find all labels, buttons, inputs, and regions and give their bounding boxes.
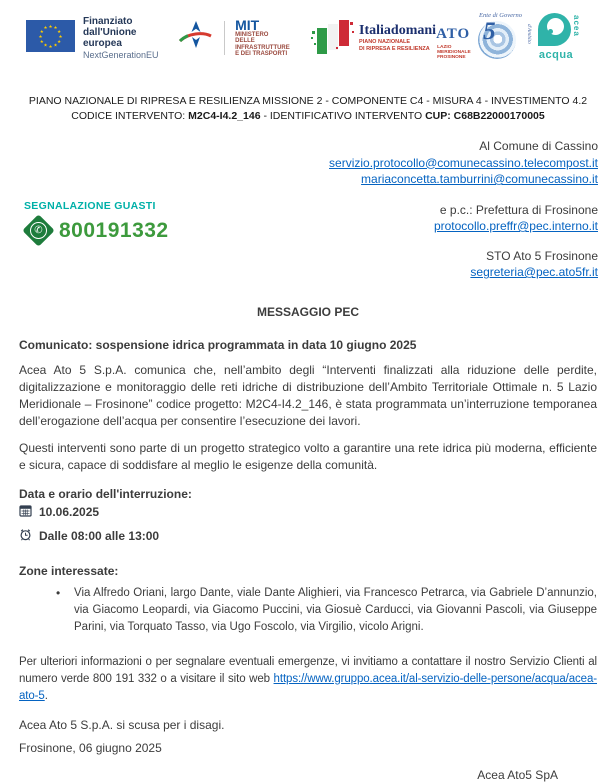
eu-logo-line1: Finanziato xyxy=(83,15,133,27)
svg-text:★: ★ xyxy=(57,38,62,44)
ato5-logo-sub3: FROSINONE xyxy=(437,55,466,61)
cc-sto: STO Ato 5 Frosinone xyxy=(486,248,598,263)
svg-text:★: ★ xyxy=(53,24,58,30)
svg-text:★: ★ xyxy=(58,33,63,39)
recipient-email-link-1[interactable]: servizio.protocollo@comunecassino.telecompost.it xyxy=(329,155,598,170)
title-line1: PIANO NAZIONALE DI RIPRESA E RESILIENZA MISSIONE 2 - COMPONENTE C4 - MISURA 4 - INVESTIMENTO 4.2 xyxy=(28,95,588,107)
phone-icon xyxy=(22,214,55,247)
italiadomani-logo xyxy=(311,19,436,57)
italiadomani-logo-name: Italiadomani xyxy=(359,23,437,38)
apology-line: Acea Ato 5 S.p.A. si scusa per i disagi. xyxy=(19,717,225,732)
eu-logo-line3: NextGenerationEU xyxy=(83,49,159,60)
mit-divider xyxy=(224,21,225,55)
svg-text:★: ★ xyxy=(48,43,53,49)
zone-list-item: • Via Alfredo Oriani, largo Dante, viale Dante Alighieri, via Francesco Petrarca, via Gabriele D’annunzio, via Giacomo Leopardi, via Giacomo Puccini, via Giosuè Carducci, via Giovanni Pascoli, via Giuseppe Parini, via Torquato Tasso, via Ugo Foscolo, via Virgilio, vicolo Arigni. xyxy=(56,585,597,636)
fault-report-badge xyxy=(24,194,169,243)
svg-text:★: ★ xyxy=(39,28,44,34)
paragraph-2: Questi interventi sono parte di un progetto strategico volto a garantire una rete idrica più moderna, efficiente e sicura, capace di soddisfare al meglio le esigenze della comunità. xyxy=(19,440,597,472)
zones-heading: Zone interessate: xyxy=(19,563,119,578)
acea-website-link[interactable]: https://www.gruppo.acea.it/al-servizio-delle-persone/acqua/acea-ato-5 xyxy=(19,672,597,702)
acea-logo-side: acea xyxy=(572,15,582,37)
ato5-logo-name: ATO xyxy=(436,26,471,42)
interruption-time: Dalle 08:00 alle 13:00 xyxy=(39,528,160,543)
message-subject: Comunicato: sospensione idrica programmata in data 10 giugno 2025 xyxy=(19,337,417,352)
mit-ministry-logo xyxy=(178,16,311,58)
mit-logo-name: MIT xyxy=(235,16,260,33)
schedule-time-row xyxy=(19,528,597,544)
schedule-heading: Data e orario dell'interruzione: xyxy=(19,486,192,501)
svg-text:★: ★ xyxy=(43,42,48,48)
mit-logo-sub3: E DEI TRASPORTI xyxy=(235,51,288,57)
fault-report-number: 800191332 xyxy=(59,218,169,242)
ato5-logo-top: Ente di Governo xyxy=(479,12,523,19)
acea-acqua-logo xyxy=(532,9,590,67)
svg-text:★: ★ xyxy=(39,38,44,44)
paragraph-1: Acea Ato 5 S.p.A. comunica che, nell’ambito degli “Interventi finalizzati alla riduzione delle perdite, digitalizzazione e monitoraggio delle reti idriche di distribuzione dell’Ambito Territoriale Ottimale n. 5 Lazio Meridionale – Frosinone” codice progetto: M2C4-I4.2_146, è stata programmata un’interruzione temporanea dell’erogazione dell’acqua per consentire l’esecuzione dei lavori. xyxy=(19,362,597,428)
cc-prefettura: e p.c.: Prefettura di Frosinone xyxy=(439,202,598,217)
ato5-logo-side: d'Ambito xyxy=(526,24,533,44)
svg-text:★: ★ xyxy=(43,24,48,30)
eu-logo-line2: dall'Unione europea xyxy=(83,26,137,49)
recipient-email-link-2[interactable]: mariaconcetta.tamburrini@comunecassino.it xyxy=(361,172,598,186)
cc-sto-email-link[interactable]: segreteria@pec.ato5fr.it xyxy=(470,265,598,279)
cc-block xyxy=(434,194,616,281)
svg-text:★: ★ xyxy=(57,28,62,34)
mit-arrow-icon xyxy=(178,20,214,57)
svg-text:★: ★ xyxy=(38,33,43,39)
italia-pixel-flag-icon xyxy=(311,19,355,57)
svg-text:★: ★ xyxy=(53,42,58,48)
info-paragraph: Per ulteriori informazioni o per segnalare eventuali emergenze, vi invitiamo a contattare il nostro Servizio Clienti al numero verde 800 191 332 o a visitare il sito web https://www.gruppo.acea.it/al-servizio-delle-persone/acqua/acea-ato-5. xyxy=(19,655,597,702)
document-title xyxy=(0,94,616,124)
calendar-icon xyxy=(19,504,32,520)
mit-logo-sub2: DELLE INFRASTRUTTURE xyxy=(235,38,290,51)
interruption-date: 10.06.2025 xyxy=(39,504,100,519)
italiadomani-logo-sub1: PIANO NAZIONALE xyxy=(359,39,411,45)
alarm-clock-icon xyxy=(19,528,32,544)
title-line2: CODICE INTERVENTO: M2C4-I4.2_146 - IDENTIFICATIVO INTERVENTO CUP: C68B22000170005 xyxy=(71,110,545,122)
eu-funding-logo xyxy=(26,16,178,61)
eu-flag-icon xyxy=(26,20,75,57)
ato5-logo xyxy=(436,10,532,66)
acea-logo-label: acqua xyxy=(538,49,574,61)
recipient-block xyxy=(0,138,616,188)
ato5-logo-number: 5 xyxy=(483,18,496,45)
signature: Acea Ato5 SpA xyxy=(477,767,558,782)
recipient-name: Al Comune di Cassino xyxy=(479,139,598,153)
cc-prefettura-email-link[interactable]: protocollo.preffr@pec.interno.it xyxy=(433,219,598,233)
schedule-date-row xyxy=(19,504,597,520)
mit-logo-sub1: MINISTERO xyxy=(235,31,269,38)
svg-text:★: ★ xyxy=(48,23,53,29)
place-date-line: Frosinone, 06 giugno 2025 xyxy=(19,740,162,755)
ato5-logo-sub1: LAZIO xyxy=(437,45,452,50)
fault-report-label: SEGNALAZIONE GUASTI xyxy=(24,199,156,212)
ato5-logo-sub2: MERIDIONALE xyxy=(437,50,471,56)
message-heading: MESSAGGIO PEC xyxy=(256,304,360,319)
italiadomani-logo-sub2: DI RIPRESA E RESILIENZA xyxy=(359,46,430,52)
header-logos xyxy=(0,0,616,66)
